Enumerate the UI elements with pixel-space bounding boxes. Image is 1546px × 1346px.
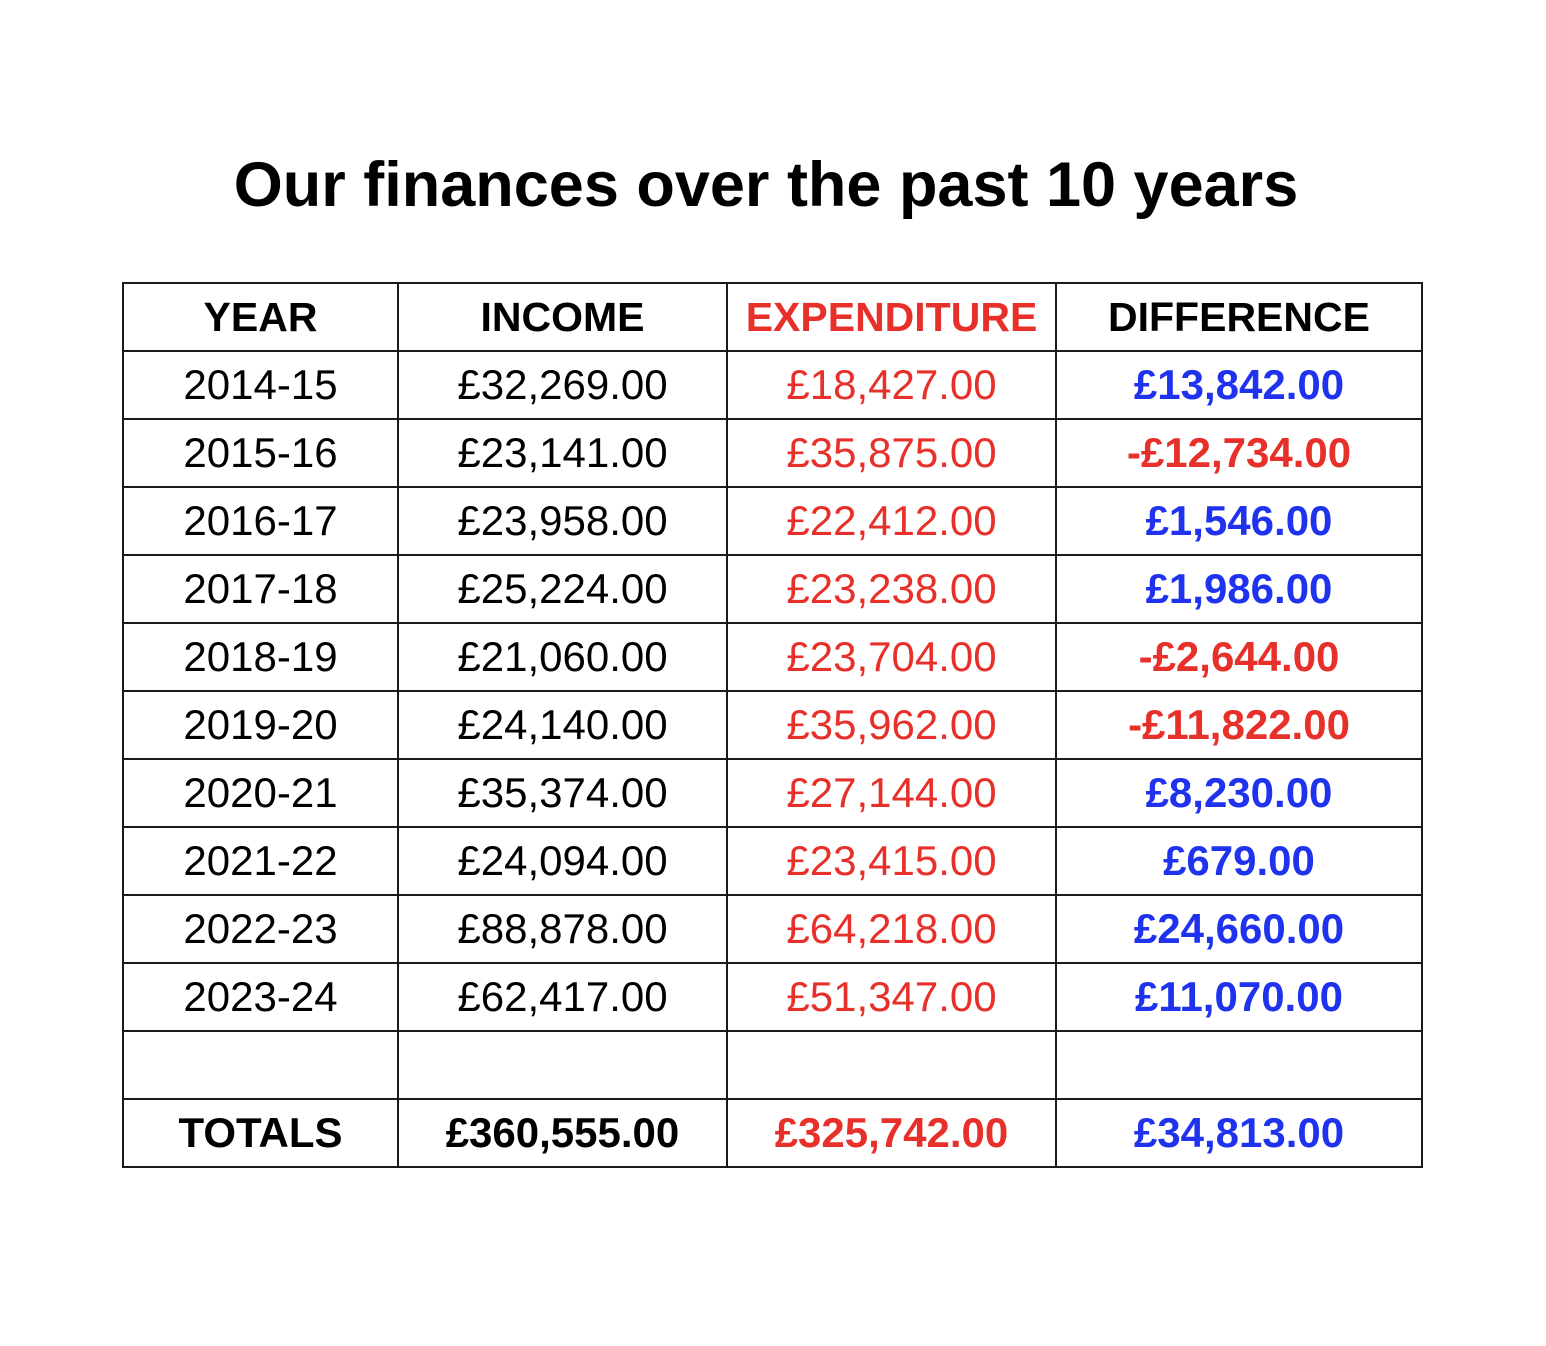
income-cell: £21,060.00 xyxy=(398,623,727,691)
difference-cell: £11,070.00 xyxy=(1056,963,1422,1031)
income-cell: £23,958.00 xyxy=(398,487,727,555)
header-row xyxy=(123,283,1422,351)
totals-row xyxy=(123,1099,1422,1167)
year-cell: 2021-22 xyxy=(123,827,398,895)
table-row xyxy=(123,827,1422,895)
year-cell: 2016-17 xyxy=(123,487,398,555)
income-cell: £88,878.00 xyxy=(398,895,727,963)
expenditure-cell: £35,875.00 xyxy=(727,419,1056,487)
income-cell: £24,094.00 xyxy=(398,827,727,895)
totals-label: TOTALS xyxy=(123,1099,398,1167)
income-cell: £35,374.00 xyxy=(398,759,727,827)
table-row xyxy=(123,759,1422,827)
difference-cell: £8,230.00 xyxy=(1056,759,1422,827)
table-row xyxy=(123,623,1422,691)
income-cell: £62,417.00 xyxy=(398,963,727,1031)
year-cell: 2017-18 xyxy=(123,555,398,623)
empty-cell xyxy=(123,1031,398,1099)
expenditure-cell: £27,144.00 xyxy=(727,759,1056,827)
empty-cell xyxy=(398,1031,727,1099)
income-cell: £23,141.00 xyxy=(398,419,727,487)
header-year: YEAR xyxy=(123,283,398,351)
year-cell: 2020-21 xyxy=(123,759,398,827)
empty-cell xyxy=(727,1031,1056,1099)
expenditure-cell: £51,347.00 xyxy=(727,963,1056,1031)
table-row xyxy=(123,963,1422,1031)
difference-cell: £13,842.00 xyxy=(1056,351,1422,419)
difference-cell: £1,986.00 xyxy=(1056,555,1422,623)
table-row xyxy=(123,691,1422,759)
finances-table xyxy=(122,282,1423,1168)
page-title: Our finances over the past 10 years xyxy=(233,150,1299,220)
income-cell: £24,140.00 xyxy=(398,691,727,759)
total-income: £360,555.00 xyxy=(398,1099,727,1167)
table-row xyxy=(123,487,1422,555)
table-row xyxy=(123,351,1422,419)
expenditure-cell: £35,962.00 xyxy=(727,691,1056,759)
difference-cell: £24,660.00 xyxy=(1056,895,1422,963)
table-row xyxy=(123,555,1422,623)
difference-cell: -£11,822.00 xyxy=(1056,691,1422,759)
difference-cell: -£2,644.00 xyxy=(1056,623,1422,691)
year-cell: 2015-16 xyxy=(123,419,398,487)
header-difference: DIFFERENCE xyxy=(1056,283,1422,351)
header-income: INCOME xyxy=(398,283,727,351)
year-cell: 2014-15 xyxy=(123,351,398,419)
difference-cell: £1,546.00 xyxy=(1056,487,1422,555)
expenditure-cell: £64,218.00 xyxy=(727,895,1056,963)
empty-cell xyxy=(1056,1031,1422,1099)
year-cell: 2023-24 xyxy=(123,963,398,1031)
expenditure-cell: £22,412.00 xyxy=(727,487,1056,555)
expenditure-cell: £23,238.00 xyxy=(727,555,1056,623)
income-cell: £32,269.00 xyxy=(398,351,727,419)
year-cell: 2022-23 xyxy=(123,895,398,963)
header-expenditure: EXPENDITURE xyxy=(727,283,1056,351)
empty-row xyxy=(123,1031,1422,1099)
difference-cell: -£12,734.00 xyxy=(1056,419,1422,487)
total-expenditure: £325,742.00 xyxy=(727,1099,1056,1167)
income-cell: £25,224.00 xyxy=(398,555,727,623)
table-row xyxy=(123,895,1422,963)
expenditure-cell: £23,415.00 xyxy=(727,827,1056,895)
total-difference: £34,813.00 xyxy=(1056,1099,1422,1167)
year-cell: 2019-20 xyxy=(123,691,398,759)
expenditure-cell: £18,427.00 xyxy=(727,351,1056,419)
table-row xyxy=(123,419,1422,487)
expenditure-cell: £23,704.00 xyxy=(727,623,1056,691)
year-cell: 2018-19 xyxy=(123,623,398,691)
difference-cell: £679.00 xyxy=(1056,827,1422,895)
